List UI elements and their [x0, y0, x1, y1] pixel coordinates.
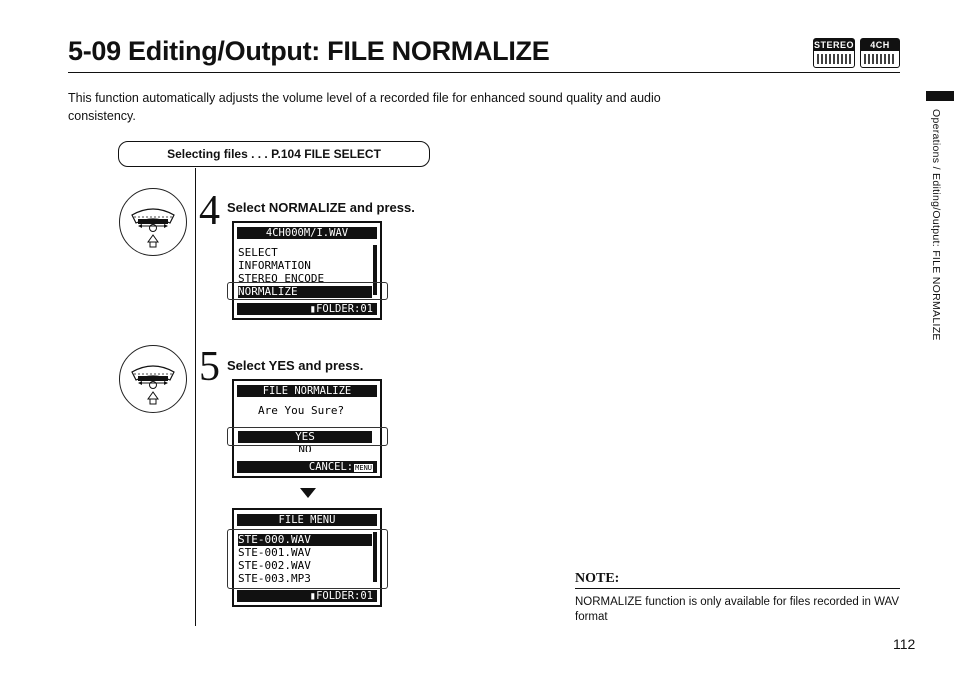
title-divider [68, 72, 900, 73]
intro-text: This function automatically adjusts the volume level of a recorded file for enhanced sound quality and audio consistency. [68, 91, 661, 123]
step-instruction: Select YES and press. [227, 358, 364, 373]
lcd-footer: ▮FOLDER:01 [237, 590, 377, 602]
lcd-question: Are You Sure? [258, 405, 345, 417]
step-number: 4 [199, 188, 220, 234]
lcd-title: 4CH000M/I.WAV [237, 227, 377, 239]
chapter-side-label: Operations / Editing/Output: FILE NORMALIZE [930, 109, 942, 341]
selection-highlight-frame [227, 282, 388, 300]
page-title: 5-09 Editing/Output: FILE NORMALIZE [68, 36, 550, 66]
lcd-cancel-label: CANCEL: [308, 461, 354, 473]
lcd-yes-option: YES [238, 431, 372, 443]
lcd-menu-item: SELECT [238, 247, 278, 259]
lcd-menu-item: STEREO ENCODE [238, 273, 325, 283]
lcd-folder-label: FOLDER:01 [316, 590, 373, 602]
step-divider-line [195, 168, 196, 626]
lcd-footer [237, 461, 377, 473]
note-divider [575, 588, 900, 589]
selection-highlight-frame [227, 529, 388, 589]
down-arrow-icon [300, 488, 316, 498]
stereo-mode-badge [813, 38, 855, 68]
lcd-file-item: STE-002.WAV [238, 560, 311, 572]
lcd-menu-item: INFORMATION [238, 260, 311, 272]
scroll-wheel-icon [119, 188, 187, 256]
lcd-folder-label: FOLDER:01 [316, 303, 373, 315]
lcd-file-item: STE-001.WAV [238, 547, 311, 559]
step-number: 5 [199, 344, 220, 390]
lcd-title: FILE NORMALIZE [237, 385, 377, 397]
level-meter-icon [864, 54, 896, 64]
lcd-file-item-selected: STE-000.WAV [238, 534, 372, 546]
4ch-badge-label: 4CH [861, 39, 899, 51]
lcd-title: FILE MENU [237, 514, 377, 526]
lcd-footer: ▮FOLDER:01 [237, 303, 377, 315]
lcd-screen-menu [232, 221, 382, 320]
4ch-mode-badge [860, 38, 900, 68]
lcd-file-item: STE-003.MP3 [238, 573, 311, 585]
chapter-tab-marker [926, 91, 954, 101]
step-instruction: Select NORMALIZE and press. [227, 200, 415, 215]
level-meter-icon [817, 54, 851, 64]
stereo-badge-label: STEREO [814, 40, 855, 50]
note-heading: NOTE: [575, 571, 620, 586]
scroll-wheel-icon [119, 345, 187, 413]
page-number: 112 [893, 636, 916, 652]
note-text: NORMALIZE function is only available for files recorded in WAV format [575, 596, 900, 623]
menu-key-icon: MENU [355, 464, 372, 472]
lcd-menu-item-selected: NORMALIZE [238, 286, 372, 298]
reference-box: Selecting files . . . P.104 FILE SELECT [118, 141, 430, 167]
lcd-no-option: NO [298, 444, 312, 452]
selection-highlight-frame [227, 427, 388, 446]
